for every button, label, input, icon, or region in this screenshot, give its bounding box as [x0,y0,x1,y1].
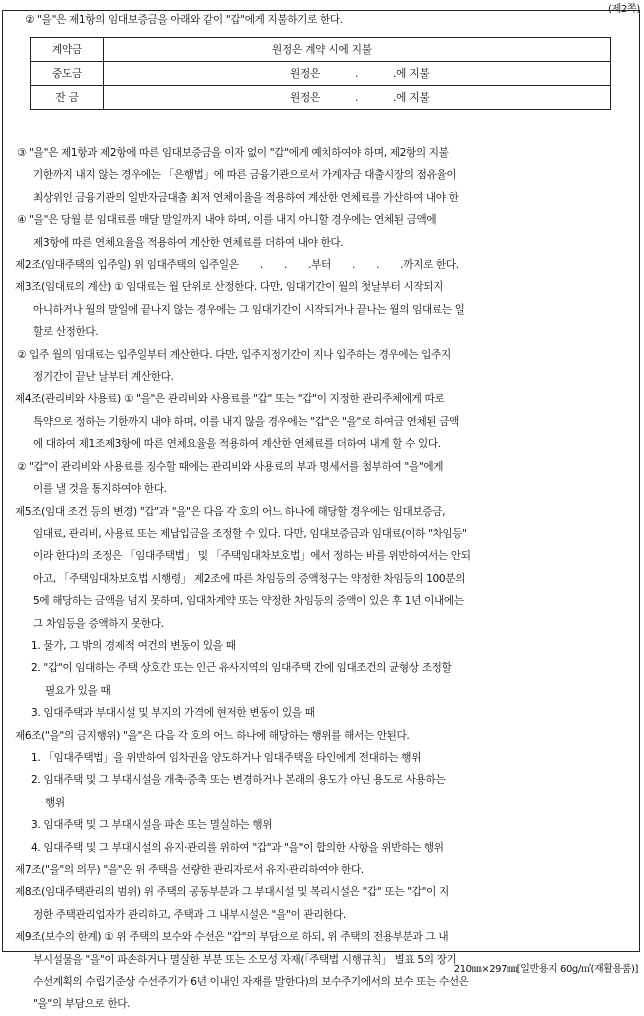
list-item: 3. 임대주택 및 그 부대시설을 파손 또는 멸실하는 행위 [31,819,273,832]
paper-spec-footer: 210㎜×297㎜[일반용지 60g/㎡(재활용품)] [453,964,638,975]
text-line: 정한 주택관리업자가 관리하고, 주택과 그 내부시설은 "을"이 관리한다. [33,908,346,921]
text-line: ② "갑"이 관리비와 사용료를 징수할 때에는 관리비와 사용료의 부과 명세서를 첨부하여 "을"에게 [17,460,444,473]
text-line: 제4조(관리비와 사용료) ① "을"은 관리비와 사용료를 "갑" 또는 "갑"이 지정한 관리주체에게 따로 [15,393,445,406]
text-line: ② 입주 월의 임대료는 입주일부터 계산한다. 다만, 입주지정기간이 지나 입주하는 경우에는 입주지 [17,348,451,361]
clause-1-2-heading: ② "을"은 제1항의 임대보증금을 아래와 같이 "갑"에게 지불하기로 한다. [25,14,343,26]
text-line: 제6조("을"의 금지행위) "을"은 다음 각 호의 어느 하나에 해당하는 행위를 해서는 안된다. [15,729,410,742]
text-line: 5에 해당하는 금액을 넘지 못하며, 임대차계약 또는 약정한 차임등의 증액이 있은 후 1년 이내에는 [33,595,464,608]
text-line: 아고, 「주택임대차보호법 시행령」 제2조에 따른 차임등의 증액청구는 약정한 차임등의 100분의 [33,572,466,585]
list-item: 2. 임대주택 및 그 부대시설을 개축·증축 또는 변경하거나 본래의 용도가 아닌 용도로 사용하는 [31,774,446,787]
text-line: ③ "을"은 제1항과 제2항에 따른 임대보증금을 이자 없이 "갑"에게 예치하여야 하며, 제2항의 지불 [17,147,449,159]
text-line: 제7조("을"의 의무) "을"은 위 주택을 선량한 관리자로서 유지·관리하여야 한다. [15,864,364,876]
list-item: 행위 [45,796,65,809]
text-line: 이라 한다)의 조정은 「임대주택법」 및 「주택임대차보호법」에서 정하는 바를 위반하여서는 안되 [33,550,471,563]
text-line: 제9조(보수의 한계) ① 위 주택의 보수와 수선은 "갑"의 부담으로 하되, 위 주택의 전용부분과 그 내 [15,931,449,944]
text-line: 이를 낼 것을 통지하여야 한다. [33,483,167,496]
text-line: 임대료, 관리비, 사용료 또는 제납입금을 조정할 수 있다. 다만, 임대보증금과 임대료(이하 "차임등" [33,527,467,540]
list-item: 필요가 있을 때 [45,684,111,697]
table-row [31,86,611,110]
list-item: 1. 물가, 그 밖의 경제적 여건의 변동이 있을 때 [31,639,236,652]
text-line: 수선계획의 수립기준상 수선주기가 6년 이내인 자재를 말한다)의 보수주기에서의 보수 또는 수선은 [33,976,469,989]
text-line: 부시설물을 "을"이 파손하거나 멸실한 부분 또는 소모성 자재(「주택법 시행규칙」 별표 5의 장기 [33,953,457,966]
text-line: 특약으로 정하는 기한까지 내야 하며, 이를 내지 않을 경우에는 "갑"은 "을"로 하여금 연체된 금액 [33,415,460,428]
payment-label: 잔 금 [31,86,104,110]
text-line: 할로 산정한다. [33,326,99,339]
text-line: ④ "을"은 당월 분 임대료를 매달 말일까지 내야 하며, 이를 내지 아니할 경우에는 연체된 금액에 [17,214,437,227]
text-line: 제8조(임대주택관리의 범위) 위 주택의 공동부분과 그 부대시설 및 복리시설은 "갑" 또는 "갑"이 지 [15,886,449,899]
text-line: "을"의 부담으로 한다. [33,998,131,1011]
table-row [31,62,611,86]
table-row [31,38,611,62]
text-line: 그 차임등을 증액하지 못한다. [33,617,164,630]
text-line: 제3항에 따른 연체요율을 적용하여 계산한 연체료를 더하여 내야 한다. [33,236,344,249]
text-line: 기한까지 내지 않는 경우에는 「은행법」에 따른 금융기관으로서 가계자금 대출시장의 점유율이 [33,169,457,182]
list-item: 1. 「임대주택법」을 위반하여 임차권을 양도하거나 임대주택을 타인에게 전대하는 행위 [31,751,422,764]
text-line: 최상위인 금융기관의 일반자금대출 최저 연체이율을 적용하여 계산한 연체료를 가산하여 내야 한 [33,191,459,204]
text-line: 아니하거나 월의 말일에 끝나지 않는 경우에는 그 임대기간이 시작되거나 끝나는 월의 임대료는 일 [33,303,465,316]
payment-value: 원정은 계약 시에 지불 [104,38,611,62]
payment-value: 원정은 . .에 지불 [104,86,611,110]
list-item: 4. 임대주택 및 그 부대시설의 유지·관리를 위하여 "갑"과 "을"이 합의한 사항을 위반하는 행위 [31,841,444,854]
payment-value: 원정은 . .에 지불 [104,62,611,86]
contract-body [17,142,639,1016]
payment-table [30,37,611,110]
text-line: 정기간이 끝난 날부터 계산한다. [33,371,174,384]
text-line: 제3조(임대료의 계산) ① 임대료는 월 단위로 산정한다. 다만, 임대기간이 월의 첫날부터 시작되지 [15,281,444,294]
list-item: 3. 임대주택과 부대시설 및 부지의 가격에 현저한 변동이 있을 때 [31,707,315,720]
text-line: 제5조(임대 조건 등의 변경) "갑"과 "을"은 다음 각 호의 어느 하나에 해당할 경우에는 임대보증금, [15,505,446,518]
text-line: 에 대하여 제1조제3항에 따른 연체요율을 적용하여 계산한 연체료를 더하여 내게 할 수 있다. [33,438,441,451]
list-item: 2. "갑"이 임대하는 주택 상호간 또는 인근 유사지역의 임대주택 간에 임대조건의 균형상 조정할 [31,662,452,675]
payment-label: 계약금 [31,38,104,62]
text-line: 제2조(임대주택의 입주일) 위 임대주택의 입주일은 . . .부터 . . .까지로 한다. [15,259,459,272]
payment-label: 중도금 [31,62,104,86]
page-label: (제2쪽) [608,4,640,15]
